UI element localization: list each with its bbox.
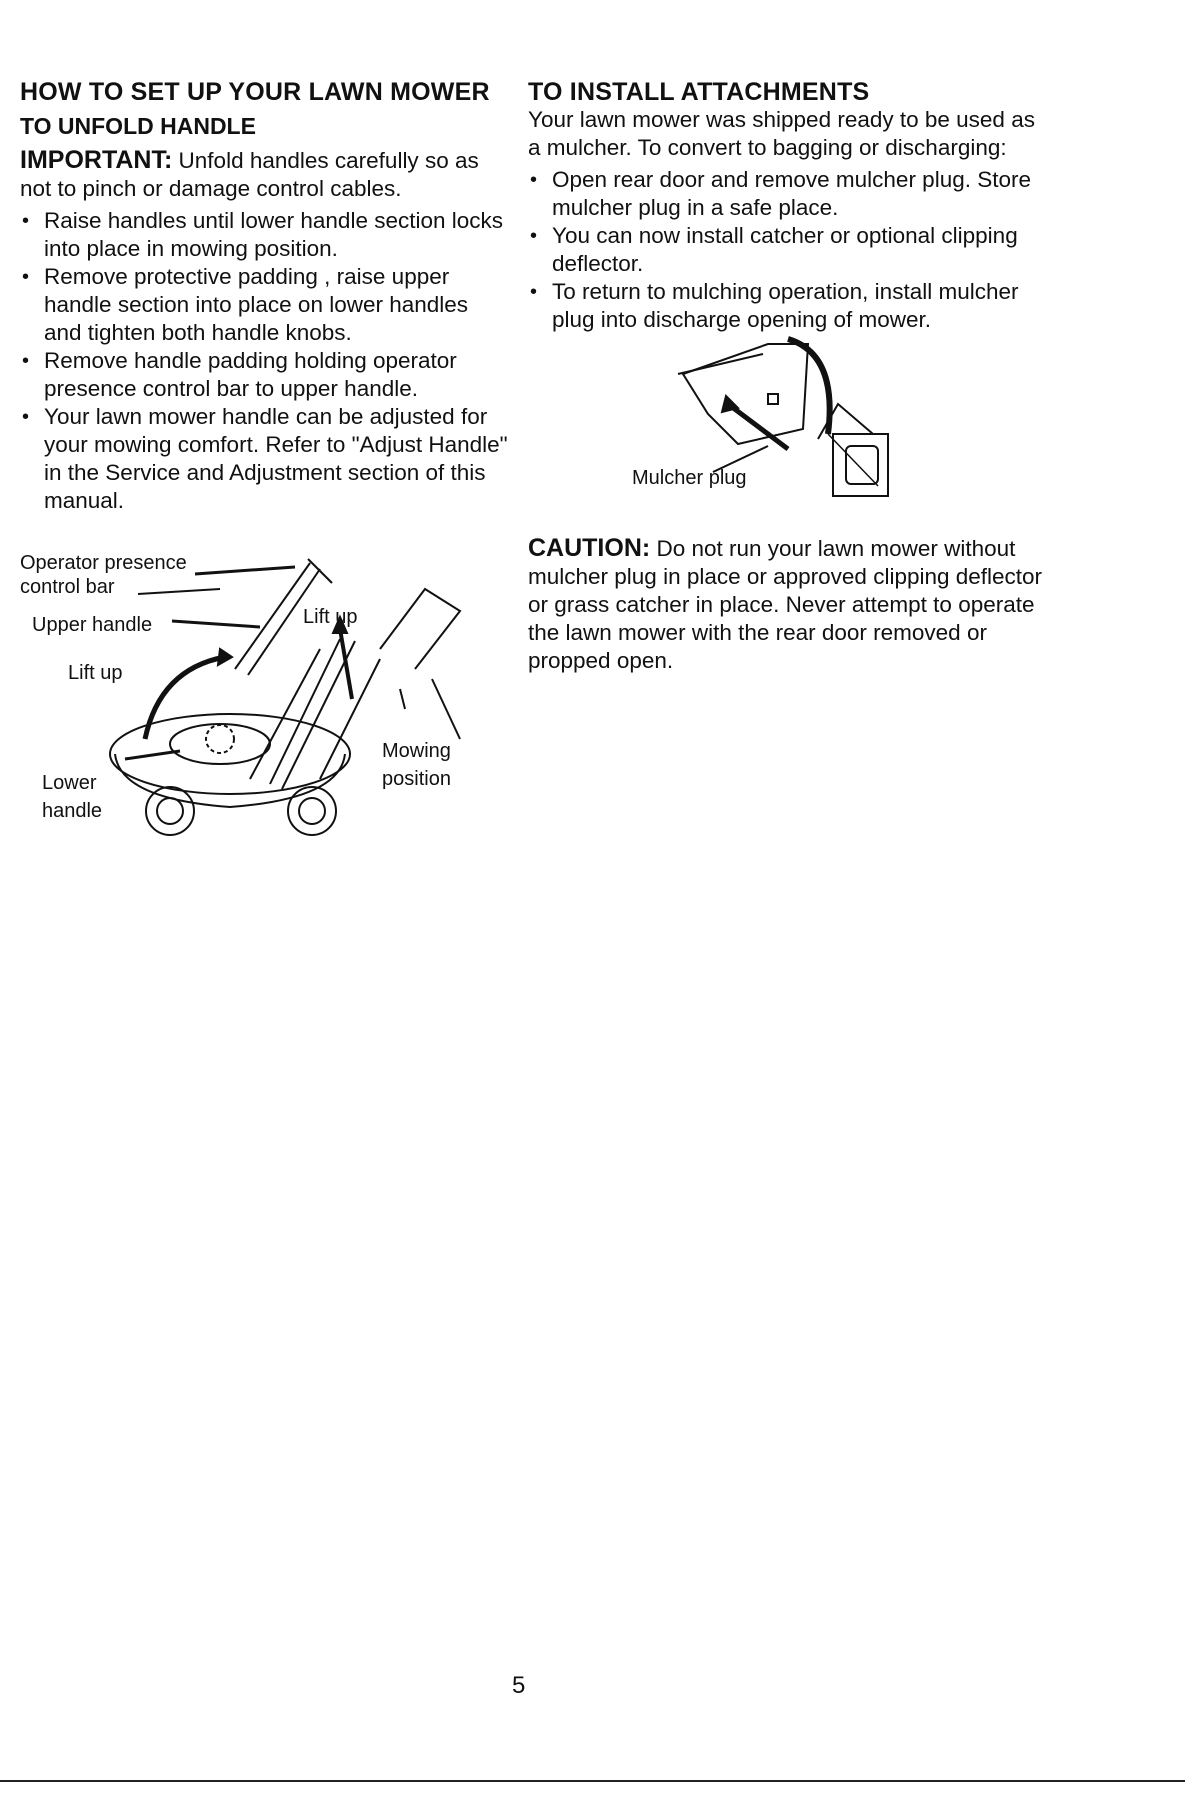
- lawn-mower-illustration: [20, 549, 510, 849]
- caution-note: [528, 534, 1048, 675]
- important-label: IMPORTANT:: [20, 146, 173, 174]
- section-title-attachments: TO INSTALL ATTACHMENTS: [528, 78, 870, 106]
- mowing-label: Mowing: [382, 740, 451, 762]
- operator-presence-label: Operator presence: [20, 552, 187, 574]
- important-note: [20, 146, 510, 203]
- unfold-step-3: • Remove handle padding holding operator presence control bar to upper handle.: [20, 347, 510, 403]
- control-bar-label: control bar: [20, 576, 115, 598]
- left-column: [20, 78, 510, 849]
- right-column: [528, 78, 1048, 675]
- subsection-title-unfold-handle: TO UNFOLD HANDLE: [20, 113, 256, 139]
- mulcher-plug-drawing: [528, 334, 1048, 524]
- attachments-step-2: • You can now install catcher or optional clipping deflector.: [528, 222, 1048, 278]
- caution-label: CAUTION:: [528, 534, 651, 562]
- unfold-step-2: • Remove protective padding , raise upper handle section into place on lower handles and tighten both handle knobs.: [20, 263, 510, 347]
- unfold-steps-list: [20, 207, 510, 515]
- unfold-step-1: • Raise handles until lower handle section locks into place in mowing position.: [20, 207, 510, 263]
- important-text: Unfold handles carefully so as not to pinch or damage control cables.: [20, 148, 479, 201]
- mulcher-plug-illustration: [528, 334, 1048, 524]
- upper-handle-label: Upper handle: [32, 614, 153, 636]
- caution-text: Do not run your lawn mower without mulcher plug in place or approved clipping deflector or grass catcher in place. Never attempt to operate the lawn mower with the rear door removed or propped open.: [528, 536, 1043, 673]
- page-number: 5: [512, 1672, 526, 1699]
- position-label: position: [382, 768, 451, 790]
- handle-label: handle: [42, 800, 103, 822]
- attachments-step-1: • Open rear door and remove mulcher plug. Store mulcher plug in a safe place.: [528, 166, 1048, 222]
- mulcher-plug-label: Mulcher plug: [632, 467, 747, 489]
- attachments-step-3: • To return to mulching operation, install mulcher plug into discharge opening of mower.: [528, 278, 1048, 334]
- attachments-steps-list: [528, 166, 1048, 334]
- bottom-divider: [0, 1780, 1185, 1782]
- lower-label: Lower: [42, 772, 97, 794]
- attachments-intro: Your lawn mower was shipped ready to be used as a mulcher. To convert to bagging or discharging:: [528, 107, 1035, 160]
- lift-up-right-label: Lift up: [303, 606, 358, 628]
- unfold-step-4: • Your lawn mower handle can be adjusted for your mowing comfort. Refer to "Adjust Handle" in the Service and Adjustment section of this manual.: [20, 403, 510, 515]
- section-title-setup: HOW TO SET UP YOUR LAWN MOWER: [20, 78, 490, 106]
- lift-up-left-label: Lift up: [68, 662, 123, 684]
